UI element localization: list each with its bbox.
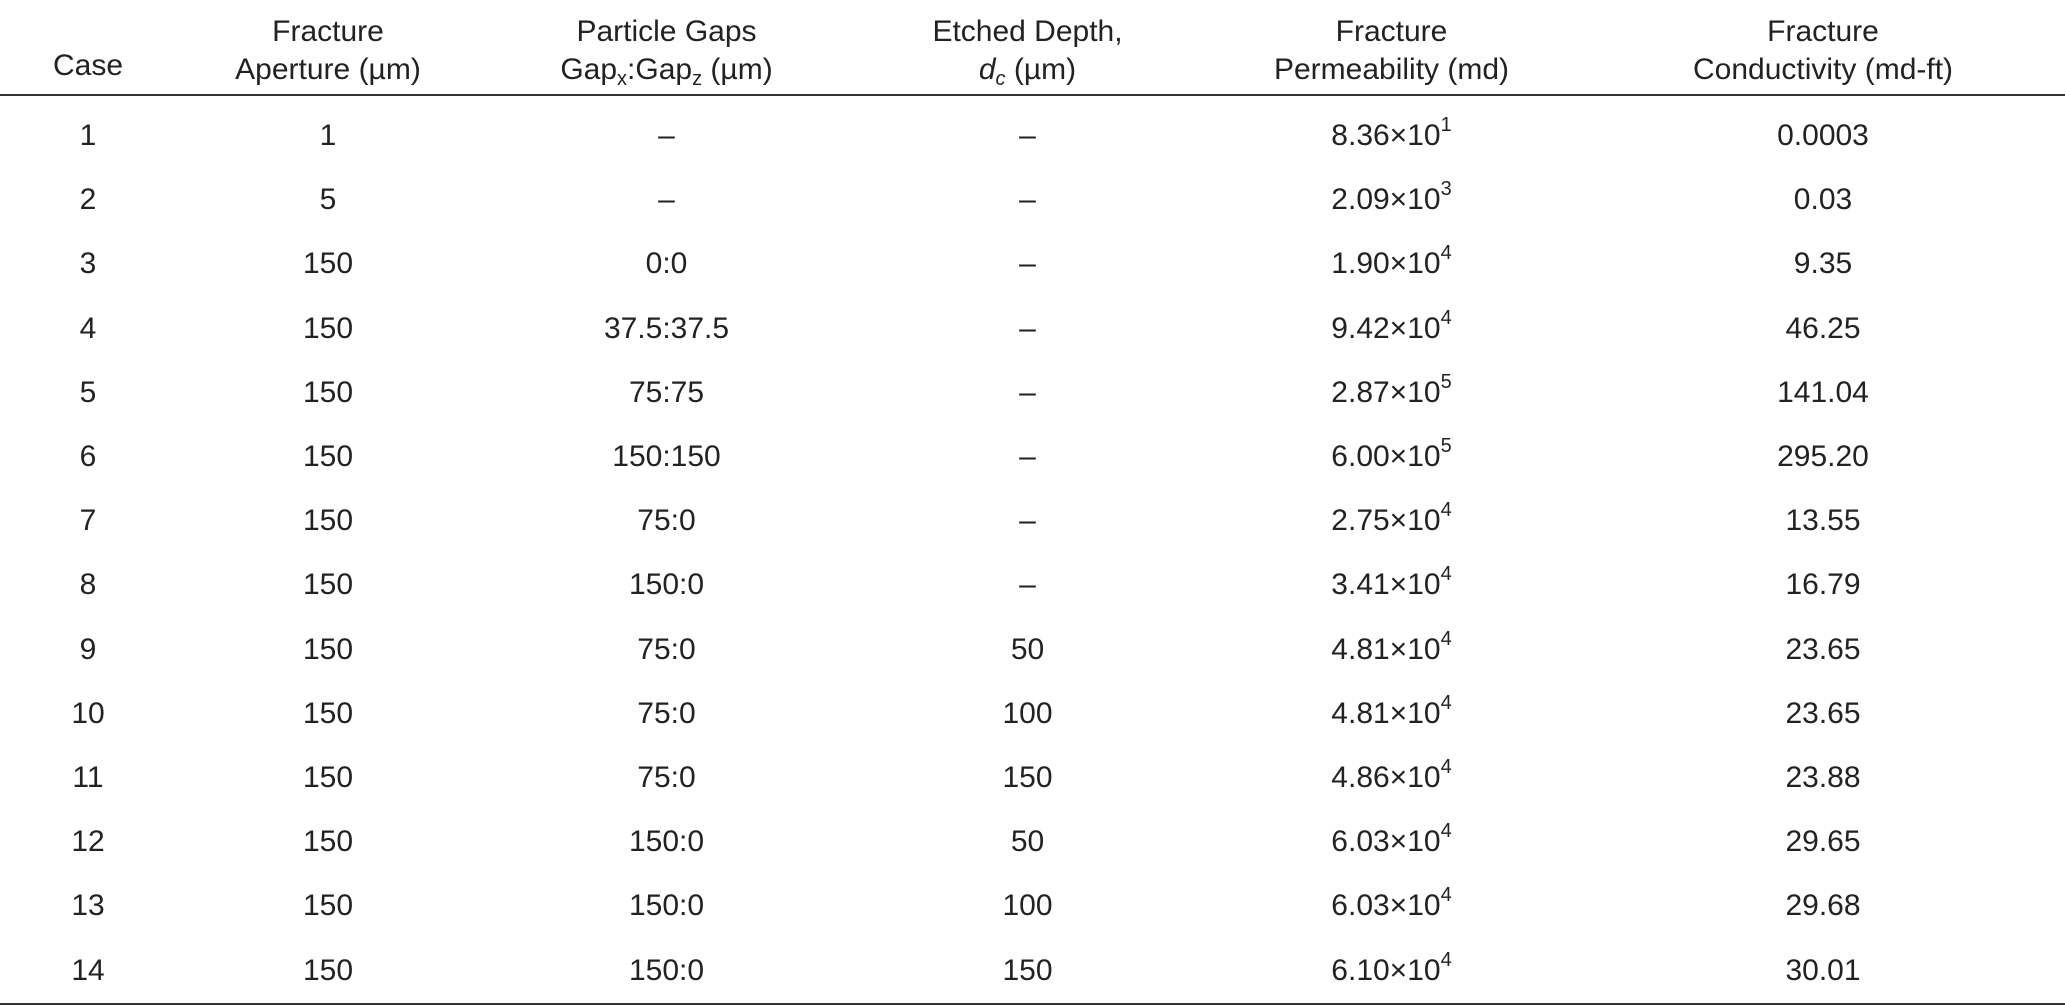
cell-aperture: 150	[302, 568, 354, 602]
table-row	[0, 489, 2065, 553]
cell-particle-gaps: 75:75	[628, 375, 705, 409]
permeability-mantissa: 6.00×10	[1331, 440, 1441, 474]
cell-case: 7	[79, 504, 97, 538]
permeability-exponent: 4	[1440, 820, 1452, 843]
header-depth-line1: Etched Depth,	[932, 15, 1123, 48]
cell-case: 5	[79, 375, 97, 409]
cell-conductivity: 141.04	[1777, 375, 1869, 409]
cell-case: 9	[79, 632, 97, 666]
header-row	[0, 0, 2065, 95]
cell-conductivity: 23.65	[1785, 632, 1861, 666]
permeability-exponent: 4	[1440, 563, 1452, 586]
cell-aperture: 150	[302, 632, 354, 666]
cell-permeability	[1202, 297, 1581, 361]
permeability-mantissa: 4.81×10	[1331, 632, 1441, 666]
cell-etched-depth: –	[1019, 311, 1036, 345]
cell-aperture: 150	[302, 311, 354, 345]
cell-particle-gaps: 37.5:37.5	[603, 311, 730, 345]
cell-conductivity: 46.25	[1785, 311, 1861, 345]
cell-permeability	[1202, 232, 1581, 296]
header-gaps-line1: Particle Gaps	[576, 15, 757, 48]
table-row	[0, 168, 2065, 232]
table-row	[0, 618, 2065, 682]
cell-permeability	[1202, 618, 1581, 682]
table-header	[0, 0, 2065, 95]
cell-aperture: 150	[176, 938, 480, 1003]
cell-aperture: 150	[302, 889, 354, 923]
header-cond-line1: Fracture	[1767, 15, 1879, 48]
permeability-exponent: 4	[1440, 948, 1452, 971]
cell-etched-depth: –	[1019, 504, 1036, 538]
table-row	[0, 553, 2065, 617]
permeability-exponent: 1	[1440, 114, 1452, 137]
header-particle-gaps	[480, 0, 853, 95]
cell-particle-gaps: 0:0	[645, 247, 688, 281]
permeability-exponent: 4	[1440, 306, 1452, 329]
header-case	[0, 0, 176, 95]
cell-particle-gaps: 150:150	[612, 440, 721, 474]
cell-case: 1	[79, 119, 97, 153]
cell-conductivity: 0.0003	[1777, 119, 1869, 153]
table-row	[0, 232, 2065, 296]
cell-case: 3	[79, 247, 97, 281]
header-gaps-gap2: Gap	[635, 53, 693, 86]
cell-permeability	[1202, 425, 1581, 489]
cell-particle-gaps: 150:0	[628, 825, 705, 859]
cell-permeability	[1202, 168, 1581, 232]
permeability-exponent: 4	[1440, 627, 1452, 650]
permeability-exponent: 4	[1440, 499, 1452, 522]
cell-etched-depth: –	[1019, 247, 1036, 281]
cell-etched-depth: 150	[853, 938, 1202, 1003]
cell-particle-gaps: 150:0	[628, 889, 705, 923]
cell-aperture: 150	[302, 375, 354, 409]
header-aperture-line1: Fracture	[272, 15, 384, 48]
cell-etched-depth: 100	[1002, 889, 1053, 923]
header-gaps-unit: (µm)	[702, 53, 773, 86]
cell-permeability	[1202, 810, 1581, 874]
cell-particle-gaps: 75:0	[637, 504, 696, 538]
cell-aperture: 5	[319, 183, 337, 217]
cell-aperture: 150	[302, 504, 354, 538]
header-gaps-line2	[480, 52, 853, 88]
cell-case: 10	[71, 696, 105, 730]
cell-conductivity: 295.20	[1777, 440, 1869, 474]
cell-case: 13	[71, 889, 105, 923]
cell-permeability	[1202, 682, 1581, 746]
cell-etched-depth: –	[1019, 375, 1036, 409]
cell-etched-depth: –	[1019, 440, 1036, 474]
header-permeability	[1202, 0, 1581, 95]
permeability-mantissa: 9.42×10	[1331, 311, 1441, 345]
header-cond-line2: Conductivity (md-ft)	[1692, 53, 1954, 86]
cell-case: 4	[79, 311, 97, 345]
header-gaps-separator: :	[627, 53, 636, 86]
table-row	[0, 95, 2065, 168]
cell-aperture: 150	[302, 825, 354, 859]
table-row	[0, 682, 2065, 746]
cell-conductivity: 16.79	[1785, 568, 1861, 602]
header-depth-unit: (µm)	[1005, 53, 1077, 86]
permeability-mantissa: 3.41×10	[1331, 568, 1441, 602]
cell-permeability	[1202, 553, 1581, 617]
header-gaps-sub-z: z	[692, 68, 703, 90]
header-case-label: Case	[52, 49, 124, 82]
cell-conductivity: 29.68	[1785, 889, 1861, 923]
cell-permeability	[1202, 874, 1581, 938]
permeability-mantissa: 4.86×10	[1331, 760, 1441, 794]
permeability-mantissa: 6.03×10	[1331, 825, 1441, 859]
cell-particle-gaps: –	[658, 119, 675, 153]
permeability-exponent: 5	[1440, 435, 1452, 458]
cell-case: 14	[0, 938, 176, 1003]
table-body	[0, 95, 2065, 1004]
permeability-mantissa: 1.90×10	[1331, 247, 1441, 281]
header-perm-line2: Permeability (md)	[1273, 53, 1510, 86]
cell-aperture: 150	[302, 696, 354, 730]
cell-conductivity: 9.35	[1793, 247, 1853, 281]
cell-case: 8	[79, 568, 97, 602]
cell-etched-depth: 50	[1010, 632, 1045, 666]
cell-particle-gaps: 150:0	[480, 938, 853, 1003]
cell-conductivity: 29.65	[1785, 825, 1861, 859]
cell-conductivity: 23.88	[1785, 760, 1861, 794]
permeability-mantissa: 2.75×10	[1331, 504, 1441, 538]
permeability-exponent: 4	[1440, 691, 1452, 714]
header-depth-sub-c	[996, 68, 1006, 90]
table-row	[0, 746, 2065, 810]
cell-particle-gaps: 75:0	[637, 696, 696, 730]
header-conductivity	[1581, 0, 2065, 95]
cell-etched-depth: 100	[1002, 696, 1053, 730]
permeability-mantissa: 2.09×10	[1331, 183, 1441, 217]
header-gaps-sub-x: x	[617, 68, 628, 90]
cell-permeability	[1202, 361, 1581, 425]
permeability-mantissa: 2.87×10	[1331, 375, 1441, 409]
table-row	[0, 361, 2065, 425]
cell-permeability	[1202, 938, 1581, 1003]
header-depth-symbol: d	[978, 53, 996, 86]
cell-etched-depth: –	[1019, 568, 1036, 602]
cell-case: 6	[79, 440, 97, 474]
permeability-mantissa: 8.36×10	[1331, 119, 1441, 153]
permeability-exponent: 4	[1440, 755, 1452, 778]
cell-etched-depth: –	[1019, 183, 1036, 217]
table-row	[0, 810, 2065, 874]
cell-conductivity: 23.65	[1785, 696, 1861, 730]
table-row	[0, 297, 2065, 361]
table-row	[0, 938, 2065, 1003]
header-gaps-gap1: Gap	[560, 53, 618, 86]
cell-particle-gaps: 75:0	[637, 760, 696, 794]
cell-permeability	[1202, 746, 1581, 810]
permeability-mantissa: 4.81×10	[1331, 696, 1441, 730]
header-aperture-line2: Aperture (µm)	[235, 53, 421, 86]
cell-permeability	[1202, 95, 1581, 168]
cell-particle-gaps: 150:0	[628, 568, 705, 602]
permeability-exponent: 3	[1440, 178, 1452, 201]
cell-case: 2	[79, 183, 97, 217]
cell-conductivity: 13.55	[1785, 504, 1861, 538]
cell-etched-depth: 150	[1002, 760, 1053, 794]
cell-permeability	[1202, 489, 1581, 553]
table-row	[0, 425, 2065, 489]
cell-conductivity: 30.01	[1581, 938, 2065, 1003]
cell-etched-depth: 50	[1010, 825, 1045, 859]
permeability-mantissa: 6.03×10	[1331, 889, 1441, 923]
cell-aperture: 150	[302, 440, 354, 474]
header-etched-depth	[853, 0, 1202, 95]
cell-case: 11	[72, 760, 104, 794]
header-aperture	[176, 0, 480, 95]
permeability-exponent: 4	[1440, 242, 1452, 265]
cell-etched-depth: –	[1019, 119, 1036, 153]
cell-aperture: 150	[302, 760, 354, 794]
cell-case: 12	[71, 825, 105, 859]
permeability-exponent: 5	[1440, 370, 1452, 393]
permeability-mantissa: 6.10×10	[1331, 953, 1441, 987]
table-row	[0, 874, 2065, 938]
cell-particle-gaps: 75:0	[637, 632, 696, 666]
cell-conductivity: 0.03	[1793, 183, 1853, 217]
header-depth-sub-italic: c	[995, 68, 1006, 90]
header-depth-line2	[853, 52, 1202, 88]
permeability-exponent: 4	[1440, 884, 1452, 907]
cell-aperture: 150	[302, 247, 354, 281]
cell-particle-gaps: –	[658, 183, 675, 217]
header-perm-line1: Fracture	[1335, 15, 1448, 48]
cell-aperture: 1	[319, 119, 337, 153]
